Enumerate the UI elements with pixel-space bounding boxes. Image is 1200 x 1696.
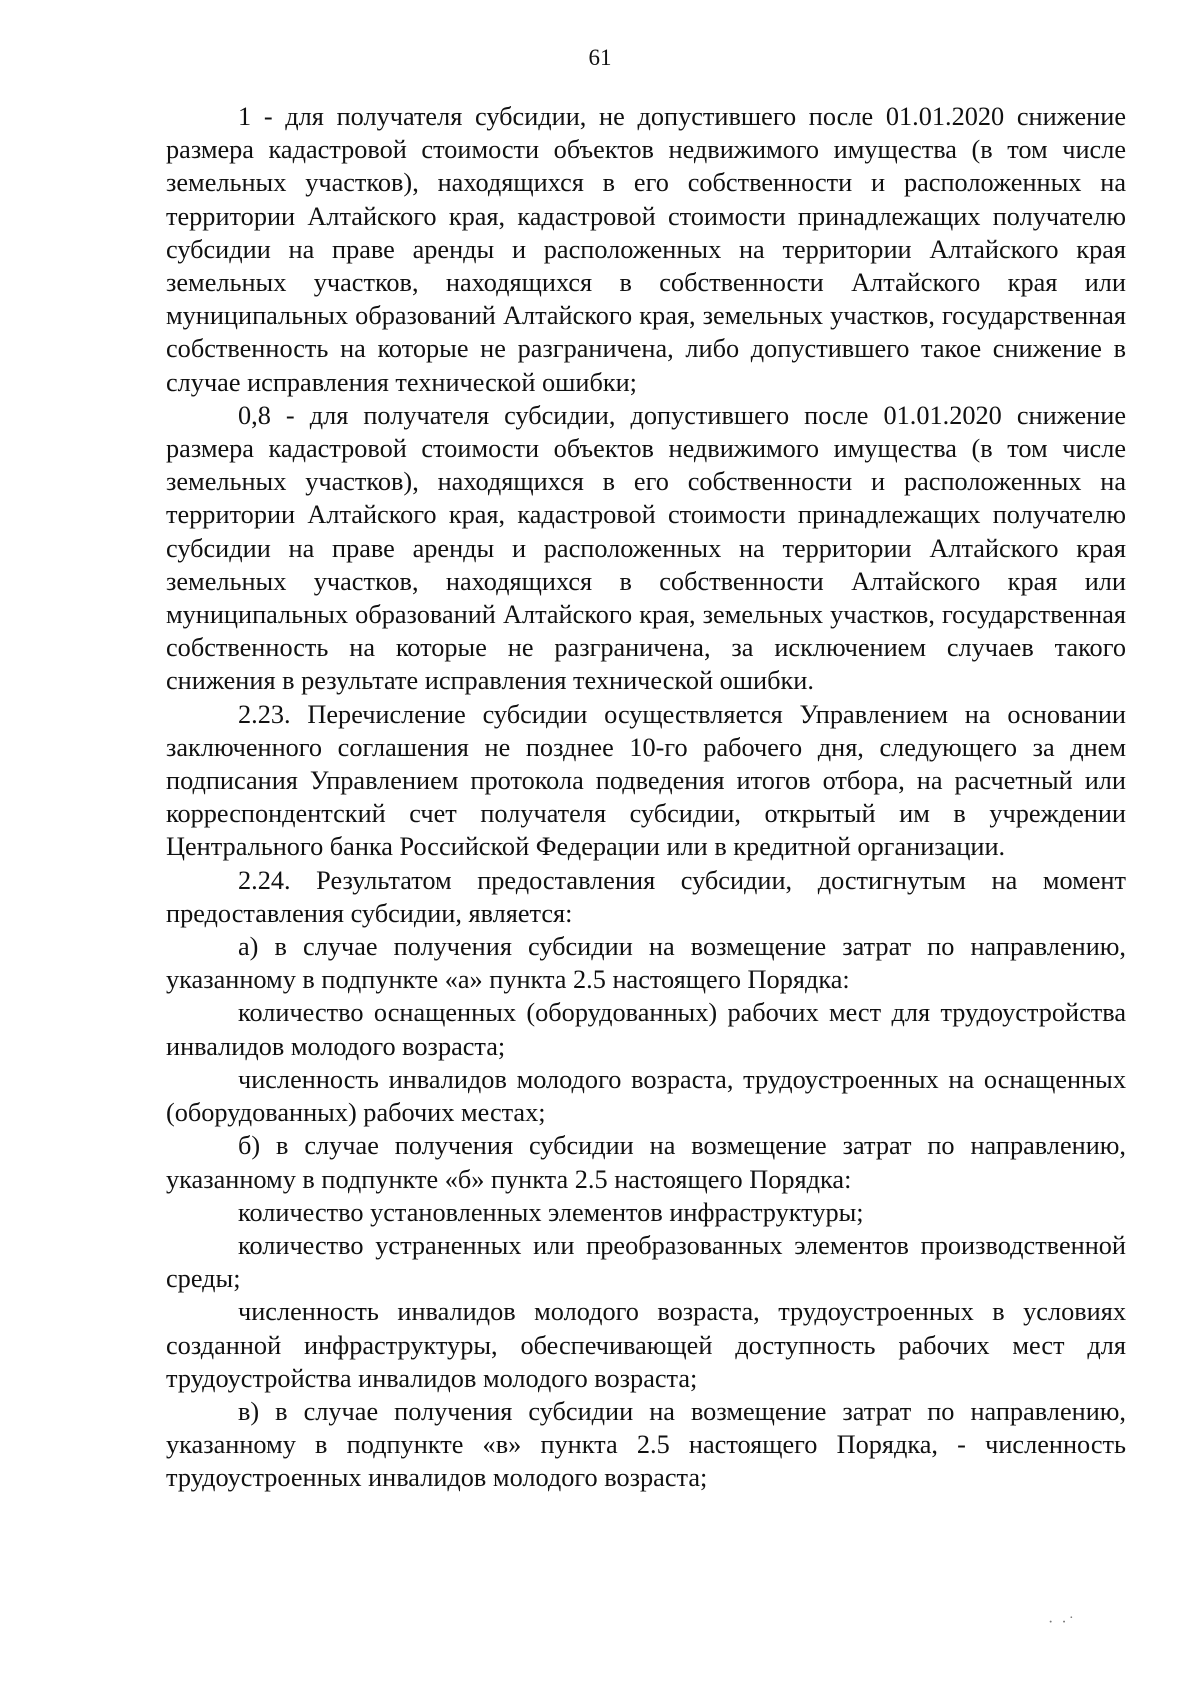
paragraph-workplaces-count: количество оснащенных (оборудованных) рабочих мест для трудоустройства инвалидов молодого возраста; <box>166 998 1126 1061</box>
paragraph-employed-count-b: численность инвалидов молодого возраста, трудоустроенных в условиях созданной инфраструктуры, обеспечивающей доступность рабочих мест для трудоустройства инвалидов молодого возраста; <box>166 1297 1126 1393</box>
paragraph-infrastructure-count: количество установленных элементов инфраструктуры; <box>238 1197 864 1227</box>
paragraph-coefficient-1: 1 - для получателя субсидии, не допустившего после 01.01.2020 снижение размера кадастровой стоимости объектов недвижимого имущества (в том числе земельных участков), находящихся в его собственности и расположенных на территории Алтайского края, кадастровой стоимости принадлежащих получателю субсидии на праве аренды и расположенных на территории Алтайского края земельных участков, находящихся в собственности Алтайского края или муниципальных образований Алтайского края, земельных участков, государственная собственность на которые не разграничена, либо допустившего такое снижение в случае исправления технической ошибки; <box>166 102 1126 397</box>
paragraph-coefficient-0-8: 0,8 - для получателя субсидии, допустившего после 01.01.2020 снижение размера кадастровой стоимости объектов недвижимого имущества (в том числе земельных участков), находящихся в его собственности и расположенных на территории Алтайского края, кадастровой стоимости принадлежащих получателю субсидии на праве аренды и расположенных на территории Алтайского края земельных участков, находящихся в собственности Алтайского края или муниципальных образований Алтайского края, земельных участков, государственная собственность на которые не разграничена, за исключением случаев такого снижения в результате исправления технической ошибки. <box>166 400 1126 696</box>
paragraph-item-v: в) в случае получения субсидии на возмещение затрат по направлению, указанному в подпункте «в» пункта 2.5 настоящего Порядка, - численность трудоустроенных инвалидов молодого возраста; <box>166 1396 1126 1493</box>
document-body <box>166 100 1126 1495</box>
paragraph-2-24: 2.24. Результатом предоставления субсидии, достигнутым на момент предоставления субсидии, является: <box>166 865 1126 928</box>
paragraph-item-a: а) в случае получения субсидии на возмещение затрат по направлению, указанному в подпункте «а» пункта 2.5 настоящего Порядка: <box>166 932 1126 995</box>
paragraph-item-b: б) в случае получения субсидии на возмещение затрат по направлению, указанному в подпункте «б» пункта 2.5 настоящего Порядка: <box>166 1131 1126 1194</box>
paragraph-environment-elements-count: количество устраненных или преобразованных элементов производственной среды; <box>166 1230 1126 1294</box>
page-number: 61 <box>588 45 612 70</box>
paragraph-employed-count-a: численность инвалидов молодого возраста, трудоустроенных на оснащенных (оборудованных) рабочих местах; <box>166 1064 1126 1128</box>
scan-artifact: · ·˙ <box>1048 1614 1076 1631</box>
paragraph-2-23: 2.23. Перечисление субсидии осуществляется Управлением на основании заключенного соглашения не позднее 10-го рабочего дня, следующего за днем подписания Управлением протокола подведения итогов отбора, на расчетный или корреспондентский счет получателя субсидии, открытый им в учреждении Центрального банка Российской Федерации или в кредитной организации. <box>166 699 1126 862</box>
